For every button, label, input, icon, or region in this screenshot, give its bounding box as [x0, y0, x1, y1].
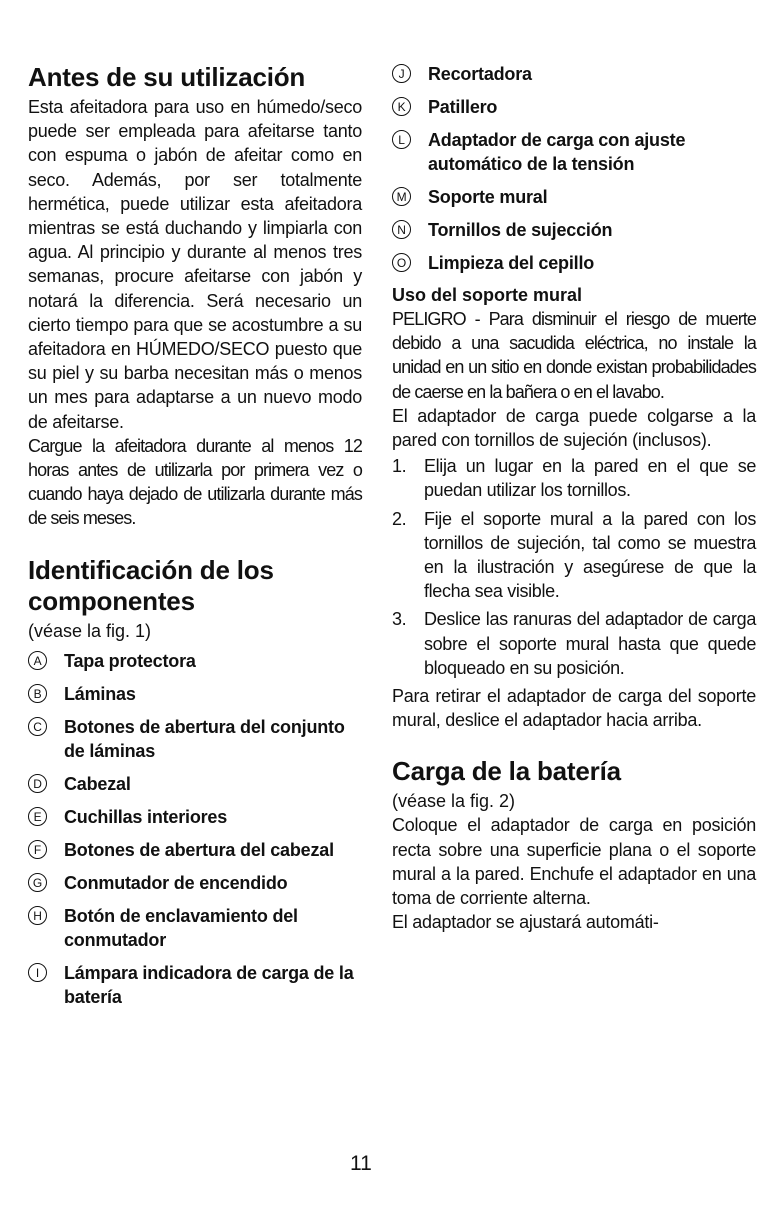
- component-item: H Botón de enclavamiento del conmutador: [28, 904, 362, 952]
- figure-reference-2: (véase la fig. 2): [392, 791, 516, 812]
- component-item: B Láminas: [28, 682, 362, 706]
- letter-f-icon: F: [28, 840, 47, 859]
- letter-k-icon: K: [392, 97, 411, 116]
- letter-i-icon: I: [28, 963, 47, 982]
- component-item: K Patillero: [392, 95, 756, 119]
- figure-reference-1: (véase la fig. 1): [28, 620, 152, 641]
- letter-e-icon: E: [28, 807, 47, 826]
- page-number: 11: [350, 1152, 372, 1175]
- letter-m-icon: M: [392, 187, 411, 206]
- letter-a-icon: A: [28, 651, 47, 670]
- left-column: [28, 62, 362, 1018]
- step-item: 2. Fije el soporte mural a la pared con los tornillos de sujeción, tal como se muestra en la ilustración y asegúrese de que la flecha sea visible.: [392, 508, 756, 602]
- component-item: O Limpieza del cepillo: [392, 251, 756, 275]
- component-item: F Botones de abertura del cabezal: [28, 838, 362, 862]
- component-item: L Adaptador de carga con ajuste automático de la tensión: [392, 128, 756, 176]
- component-list-right: [392, 62, 756, 275]
- component-item: D Cabezal: [28, 772, 362, 796]
- component-item: J Recortadora: [392, 62, 756, 86]
- component-item: C Botones de abertura del conjunto de láminas: [28, 715, 362, 763]
- letter-h-icon: H: [28, 906, 47, 925]
- paragraph-mount-outro: Para retirar el adaptador de carga del soporte mural, deslice el adaptador hacia arriba.: [392, 686, 756, 731]
- mount-steps: [392, 454, 756, 680]
- step-item: 1. Elija un lugar en la pared en el que se puedan utilizar los tornillos.: [392, 456, 756, 501]
- heading-carga-bateria: Carga de la batería: [392, 756, 621, 787]
- letter-g-icon: G: [28, 873, 47, 892]
- component-item: E Cuchillas interiores: [28, 805, 362, 829]
- letter-l-icon: L: [392, 130, 411, 149]
- paragraph-charge-1: Coloque el adaptador de carga en posición recta sobre una superficie plana o el soporte mural a la pared. Enchufe el adaptador en una toma de corriente alterna.: [392, 815, 756, 909]
- letter-o-icon: O: [392, 253, 411, 272]
- letter-b-icon: B: [28, 684, 47, 703]
- paragraph-charge-2: El adaptador se ajustará automáti-: [392, 912, 659, 933]
- paragraph-mount-intro: El adaptador de carga puede colgarse a la pared con tornillos de sujeción (inclusos).: [392, 405, 756, 451]
- heading-identificacion: Identificación de los componentes: [28, 554, 274, 616]
- letter-j-icon: J: [392, 64, 411, 83]
- letter-n-icon: N: [392, 220, 411, 239]
- right-column: [392, 62, 756, 934]
- heading-antes: Antes de su utilización: [28, 62, 306, 92]
- paragraph-intro: Esta afeitadora para uso en húmedo/seco puede ser empleada para afeitarse tanto con espuma o jabón de afeitar como en seco. Además, por ser totalmente hermética, puede utilizar esta afeitadora mientras se está duchando y limpiarla con agua. Al principio y durante al menos tres semanas, procure afeitarse con jabón y notará la diferencia. Será necesario un cierto tiempo para que se acostumbre a su afeitadora en HÚMEDO/SECO puesto que su piel y su barba necesitan más o menos un mes para adaptarse a un nuevo modo de afeitarse.: [28, 97, 362, 432]
- component-item: I Lámpara indicadora de carga de la batería: [28, 961, 362, 1009]
- paragraph-charge-first: Cargue la afeitadora durante al menos 12 horas antes de utilizarla por primera vez o cuando haya dejado de utilizarla durante más de seis meses.: [28, 435, 362, 529]
- component-list-left: [28, 649, 362, 1009]
- heading-soporte-mural: Uso del soporte mural: [392, 285, 583, 305]
- component-item: M Soporte mural: [392, 185, 756, 209]
- component-item: G Conmutador de encendido: [28, 871, 362, 895]
- step-item: 3. Deslice las ranuras del adaptador de carga sobre el soporte mural hasta que quede bloqueado en su posición.: [392, 609, 756, 678]
- letter-c-icon: C: [28, 717, 47, 736]
- letter-d-icon: D: [28, 774, 47, 793]
- component-item: A Tapa protectora: [28, 649, 362, 673]
- component-item: N Tornillos de sujección: [392, 218, 756, 242]
- paragraph-warning: PELIGRO - Para disminuir el riesgo de muerte debido a una sacudida eléctrica, no instale la unidad en un sitio en donde existan probabilidades de caerse en la bañera o en el lavabo.: [392, 309, 756, 402]
